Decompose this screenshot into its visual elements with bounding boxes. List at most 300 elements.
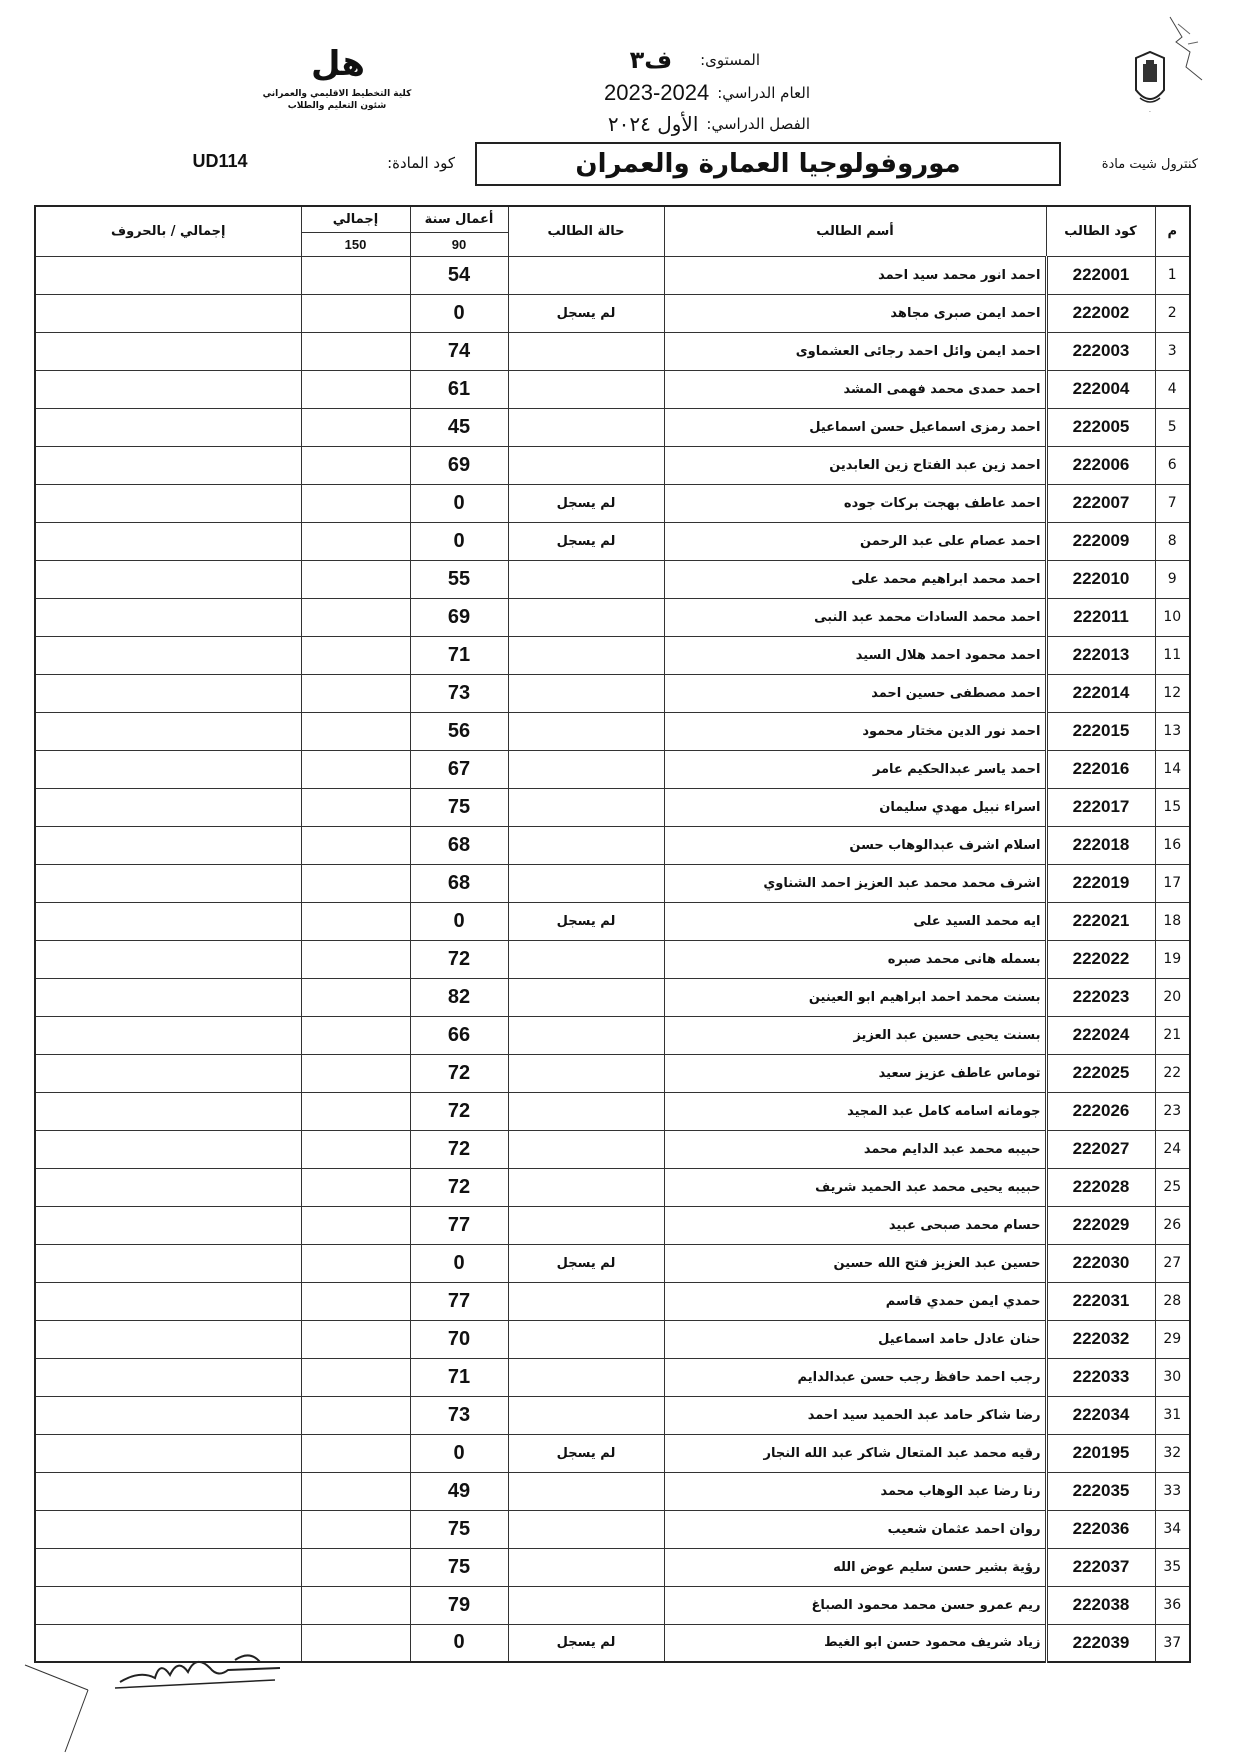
header-coursework: أعمال سنة bbox=[410, 206, 508, 232]
row-coursework-score: 0 bbox=[410, 1244, 508, 1282]
row-student-status bbox=[508, 598, 664, 636]
row-student-status bbox=[508, 1472, 664, 1510]
row-student-name: ريم عمرو حسن محمد محمود الصباغ bbox=[664, 1586, 1046, 1624]
table-row bbox=[35, 902, 1190, 940]
row-index: 18 bbox=[1155, 902, 1190, 940]
row-student-code: 222004 bbox=[1046, 370, 1155, 408]
row-student-status bbox=[508, 1282, 664, 1320]
row-total-words bbox=[35, 1016, 301, 1054]
row-index: 7 bbox=[1155, 484, 1190, 522]
row-student-status: لم يسجل bbox=[508, 484, 664, 522]
table-row bbox=[35, 674, 1190, 712]
row-student-status bbox=[508, 256, 664, 294]
row-index: 24 bbox=[1155, 1130, 1190, 1168]
row-total bbox=[301, 332, 410, 370]
row-student-status: لم يسجل bbox=[508, 902, 664, 940]
row-student-code: 222024 bbox=[1046, 1016, 1155, 1054]
row-coursework-score: 0 bbox=[410, 522, 508, 560]
row-student-name: احمد رمزى اسماعيل حسن اسماعيل bbox=[664, 408, 1046, 446]
total-max: 150 bbox=[301, 232, 410, 256]
table-row bbox=[35, 1130, 1190, 1168]
row-total-words bbox=[35, 1586, 301, 1624]
row-student-name: اسلام اشرف عبدالوهاب حسن bbox=[664, 826, 1046, 864]
row-student-status bbox=[508, 1320, 664, 1358]
row-total bbox=[301, 1092, 410, 1130]
table-row bbox=[35, 1168, 1190, 1206]
row-total bbox=[301, 1396, 410, 1434]
row-student-name: حسام محمد صبحى عبيد bbox=[664, 1206, 1046, 1244]
row-student-name: جومانه اسامه كامل عبد المجيد bbox=[664, 1092, 1046, 1130]
semester-line bbox=[540, 109, 810, 139]
row-coursework-score: 61 bbox=[410, 370, 508, 408]
row-student-code: 222036 bbox=[1046, 1510, 1155, 1548]
row-student-code: 220195 bbox=[1046, 1434, 1155, 1472]
row-index: 13 bbox=[1155, 712, 1190, 750]
row-index: 2 bbox=[1155, 294, 1190, 332]
row-student-status bbox=[508, 864, 664, 902]
row-total bbox=[301, 712, 410, 750]
row-coursework-score: 68 bbox=[410, 826, 508, 864]
row-total bbox=[301, 1282, 410, 1320]
row-total bbox=[301, 522, 410, 560]
row-total bbox=[301, 1548, 410, 1586]
row-total bbox=[301, 1510, 410, 1548]
row-total bbox=[301, 826, 410, 864]
table-row bbox=[35, 636, 1190, 674]
row-index: 29 bbox=[1155, 1320, 1190, 1358]
row-student-code: 222023 bbox=[1046, 978, 1155, 1016]
row-student-code: 222019 bbox=[1046, 864, 1155, 902]
table-row bbox=[35, 712, 1190, 750]
row-student-name: زياد شريف محمود حسن ابو الغيط bbox=[664, 1624, 1046, 1662]
row-total bbox=[301, 1206, 410, 1244]
row-total-words bbox=[35, 256, 301, 294]
row-student-code: 222026 bbox=[1046, 1092, 1155, 1130]
year-label: العام الدراسي: bbox=[717, 84, 810, 102]
row-index: 15 bbox=[1155, 788, 1190, 826]
row-index: 14 bbox=[1155, 750, 1190, 788]
row-student-name: احمد انور محمد سيد احمد bbox=[664, 256, 1046, 294]
course-title: موروفولوجيا العمارة والعمران bbox=[575, 149, 961, 179]
row-coursework-score: 77 bbox=[410, 1282, 508, 1320]
row-student-code: 222006 bbox=[1046, 446, 1155, 484]
row-coursework-score: 72 bbox=[410, 1092, 508, 1130]
row-total-words bbox=[35, 750, 301, 788]
table-row bbox=[35, 1586, 1190, 1624]
row-index: 34 bbox=[1155, 1510, 1190, 1548]
row-student-code: 222015 bbox=[1046, 712, 1155, 750]
row-coursework-score: 72 bbox=[410, 1168, 508, 1206]
row-student-name: حمدي ايمن حمدي قاسم bbox=[664, 1282, 1046, 1320]
row-coursework-score: 0 bbox=[410, 294, 508, 332]
row-total-words bbox=[35, 1396, 301, 1434]
row-student-name: بسنت يحيى حسين عبد العزيز bbox=[664, 1016, 1046, 1054]
row-coursework-score: 71 bbox=[410, 1358, 508, 1396]
row-student-name: رنا رضا عبد الوهاب محمد bbox=[664, 1472, 1046, 1510]
row-index: 27 bbox=[1155, 1244, 1190, 1282]
row-total-words bbox=[35, 902, 301, 940]
semester-label: الفصل الدراسي: bbox=[706, 115, 810, 133]
row-student-name: اسراء نبيل مهدي سليمان bbox=[664, 788, 1046, 826]
course-title-box bbox=[475, 142, 1061, 186]
row-total bbox=[301, 484, 410, 522]
corner-fold-mark bbox=[20, 1660, 90, 1756]
row-student-code: 222011 bbox=[1046, 598, 1155, 636]
row-total bbox=[301, 370, 410, 408]
row-index: 25 bbox=[1155, 1168, 1190, 1206]
row-total bbox=[301, 636, 410, 674]
row-student-code: 222014 bbox=[1046, 674, 1155, 712]
row-coursework-score: 79 bbox=[410, 1586, 508, 1624]
row-index: 22 bbox=[1155, 1054, 1190, 1092]
row-student-status bbox=[508, 636, 664, 674]
row-total-words bbox=[35, 370, 301, 408]
course-code-label: كود المادة: bbox=[387, 154, 455, 172]
row-student-name: ايه محمد السيد على bbox=[664, 902, 1046, 940]
table-row bbox=[35, 294, 1190, 332]
row-total bbox=[301, 1320, 410, 1358]
row-coursework-score: 71 bbox=[410, 636, 508, 674]
corner-scribble-icon bbox=[1160, 12, 1210, 82]
row-student-code: 222039 bbox=[1046, 1624, 1155, 1662]
row-index: 1 bbox=[1155, 256, 1190, 294]
svg-text:.: . bbox=[1149, 107, 1151, 114]
row-student-code: 222035 bbox=[1046, 1472, 1155, 1510]
row-index: 10 bbox=[1155, 598, 1190, 636]
table-row bbox=[35, 864, 1190, 902]
row-index: 33 bbox=[1155, 1472, 1190, 1510]
row-student-name: رؤية بشير حسن سليم عوض الله bbox=[664, 1548, 1046, 1586]
row-total-words bbox=[35, 1548, 301, 1586]
row-index: 4 bbox=[1155, 370, 1190, 408]
row-student-name: حسين عبد العزيز فتح الله حسين bbox=[664, 1244, 1046, 1282]
row-coursework-score: 54 bbox=[410, 256, 508, 294]
row-total bbox=[301, 940, 410, 978]
row-total-words bbox=[35, 560, 301, 598]
row-student-status bbox=[508, 1168, 664, 1206]
row-index: 26 bbox=[1155, 1206, 1190, 1244]
row-total bbox=[301, 1130, 410, 1168]
row-student-name: بسنت محمد احمد ابراهيم ابو العينين bbox=[664, 978, 1046, 1016]
row-coursework-score: 75 bbox=[410, 1548, 508, 1586]
row-index: 6 bbox=[1155, 446, 1190, 484]
row-student-code: 222037 bbox=[1046, 1548, 1155, 1586]
row-coursework-score: 68 bbox=[410, 864, 508, 902]
row-student-code: 222030 bbox=[1046, 1244, 1155, 1282]
row-total bbox=[301, 1586, 410, 1624]
coursework-max: 90 bbox=[410, 232, 508, 256]
row-student-code: 222007 bbox=[1046, 484, 1155, 522]
row-student-name: حبيبه يحيى محمد عبد الحميد شريف bbox=[664, 1168, 1046, 1206]
row-total-words bbox=[35, 674, 301, 712]
row-total bbox=[301, 1054, 410, 1092]
table-row bbox=[35, 1320, 1190, 1358]
row-student-name: احمد ايمن وائل احمد رجائى العشماوى bbox=[664, 332, 1046, 370]
row-total bbox=[301, 256, 410, 294]
row-total-words bbox=[35, 864, 301, 902]
row-total-words bbox=[35, 788, 301, 826]
table-row bbox=[35, 370, 1190, 408]
grades-table bbox=[34, 205, 1191, 1663]
row-student-code: 222027 bbox=[1046, 1130, 1155, 1168]
row-student-status bbox=[508, 940, 664, 978]
table-row bbox=[35, 484, 1190, 522]
table-row bbox=[35, 978, 1190, 1016]
row-coursework-score: 72 bbox=[410, 1130, 508, 1168]
table-row bbox=[35, 1016, 1190, 1054]
row-student-code: 222017 bbox=[1046, 788, 1155, 826]
row-student-name: احمد عصام على عبد الرحمن bbox=[664, 522, 1046, 560]
row-student-name: توماس عاطف عزيز سعيد bbox=[664, 1054, 1046, 1092]
row-student-status bbox=[508, 788, 664, 826]
row-student-name: احمد زين عبد الفتاح زين العابدين bbox=[664, 446, 1046, 484]
row-student-name: احمد ياسر عبدالحكيم عامر bbox=[664, 750, 1046, 788]
row-coursework-score: 66 bbox=[410, 1016, 508, 1054]
row-total-words bbox=[35, 1472, 301, 1510]
row-student-status bbox=[508, 1054, 664, 1092]
row-coursework-score: 69 bbox=[410, 598, 508, 636]
row-total-words bbox=[35, 636, 301, 674]
row-coursework-score: 70 bbox=[410, 1320, 508, 1358]
row-total bbox=[301, 902, 410, 940]
row-student-name: اشرف محمد محمد عبد العزيز احمد الشناوي bbox=[664, 864, 1046, 902]
row-total-words bbox=[35, 408, 301, 446]
row-total-words bbox=[35, 1320, 301, 1358]
row-student-name: رقيه محمد عبد المتعال شاكر عبد الله النجار bbox=[664, 1434, 1046, 1472]
row-student-code: 222033 bbox=[1046, 1358, 1155, 1396]
row-total bbox=[301, 294, 410, 332]
row-student-status bbox=[508, 370, 664, 408]
row-student-status bbox=[508, 826, 664, 864]
row-student-code: 222002 bbox=[1046, 294, 1155, 332]
row-student-status bbox=[508, 446, 664, 484]
row-student-name: احمد ايمن صبرى مجاهد bbox=[664, 294, 1046, 332]
row-student-code: 222003 bbox=[1046, 332, 1155, 370]
row-total bbox=[301, 446, 410, 484]
row-coursework-score: 69 bbox=[410, 446, 508, 484]
row-index: 28 bbox=[1155, 1282, 1190, 1320]
header-index: م bbox=[1155, 206, 1190, 256]
row-student-name: احمد نور الدين مختار محمود bbox=[664, 712, 1046, 750]
college-logo bbox=[288, 44, 388, 84]
row-index: 30 bbox=[1155, 1358, 1190, 1396]
table-row bbox=[35, 940, 1190, 978]
row-student-status bbox=[508, 332, 664, 370]
course-code: UD114 bbox=[192, 151, 248, 171]
row-total-words bbox=[35, 1130, 301, 1168]
table-row bbox=[35, 788, 1190, 826]
row-student-code: 222018 bbox=[1046, 826, 1155, 864]
row-student-status bbox=[508, 560, 664, 598]
year-line bbox=[540, 78, 810, 108]
row-student-status: لم يسجل bbox=[508, 522, 664, 560]
row-coursework-score: 67 bbox=[410, 750, 508, 788]
row-student-name: حنان عادل حامد اسماعيل bbox=[664, 1320, 1046, 1358]
row-index: 8 bbox=[1155, 522, 1190, 560]
row-total-words bbox=[35, 712, 301, 750]
header-student-code: كود الطالب bbox=[1046, 206, 1155, 256]
row-student-status: لم يسجل bbox=[508, 1434, 664, 1472]
row-coursework-score: 49 bbox=[410, 1472, 508, 1510]
row-index: 11 bbox=[1155, 636, 1190, 674]
row-index: 5 bbox=[1155, 408, 1190, 446]
row-student-status bbox=[508, 408, 664, 446]
row-student-status: لم يسجل bbox=[508, 1624, 664, 1662]
row-student-status: لم يسجل bbox=[508, 294, 664, 332]
row-coursework-score: 0 bbox=[410, 484, 508, 522]
row-total bbox=[301, 788, 410, 826]
header-total: إجمالي bbox=[301, 206, 410, 232]
row-student-name: احمد عاطف بهجت بركات جوده bbox=[664, 484, 1046, 522]
row-coursework-score: 0 bbox=[410, 902, 508, 940]
row-student-status bbox=[508, 1206, 664, 1244]
row-total bbox=[301, 1624, 410, 1662]
row-student-code: 222028 bbox=[1046, 1168, 1155, 1206]
row-student-name: احمد محمد ابراهيم محمد على bbox=[664, 560, 1046, 598]
row-total-words bbox=[35, 1206, 301, 1244]
year-value: 2023-2024 bbox=[604, 80, 710, 105]
row-index: 31 bbox=[1155, 1396, 1190, 1434]
row-index: 20 bbox=[1155, 978, 1190, 1016]
row-total bbox=[301, 560, 410, 598]
row-student-name: رجب احمد حافظ رجب حسن عبدالدايم bbox=[664, 1358, 1046, 1396]
row-total-words bbox=[35, 522, 301, 560]
row-student-name: احمد حمدى محمد فهمى المشد bbox=[664, 370, 1046, 408]
row-student-name: احمد محمد السادات محمد عبد النبى bbox=[664, 598, 1046, 636]
row-total-words bbox=[35, 598, 301, 636]
row-student-status bbox=[508, 1548, 664, 1586]
row-index: 3 bbox=[1155, 332, 1190, 370]
row-index: 19 bbox=[1155, 940, 1190, 978]
row-coursework-score: 77 bbox=[410, 1206, 508, 1244]
row-total bbox=[301, 1016, 410, 1054]
row-coursework-score: 72 bbox=[410, 1054, 508, 1092]
table-row bbox=[35, 1396, 1190, 1434]
row-total bbox=[301, 598, 410, 636]
row-coursework-score: 74 bbox=[410, 332, 508, 370]
table-row bbox=[35, 446, 1190, 484]
row-student-code: 222016 bbox=[1046, 750, 1155, 788]
row-total-words bbox=[35, 1510, 301, 1548]
row-student-status bbox=[508, 978, 664, 1016]
table-row bbox=[35, 1472, 1190, 1510]
level-value: ف٣ bbox=[629, 46, 673, 74]
row-index: 12 bbox=[1155, 674, 1190, 712]
row-student-code: 222010 bbox=[1046, 560, 1155, 598]
table-row bbox=[35, 560, 1190, 598]
table-row bbox=[35, 256, 1190, 294]
row-index: 23 bbox=[1155, 1092, 1190, 1130]
row-total bbox=[301, 408, 410, 446]
college-dept: شئون التعليم والطلاب bbox=[287, 101, 387, 111]
table-row bbox=[35, 1510, 1190, 1548]
row-coursework-score: 56 bbox=[410, 712, 508, 750]
row-student-code: 222001 bbox=[1046, 256, 1155, 294]
table-row bbox=[35, 1206, 1190, 1244]
row-total bbox=[301, 1434, 410, 1472]
row-index: 35 bbox=[1155, 1548, 1190, 1586]
row-index: 16 bbox=[1155, 826, 1190, 864]
row-coursework-score: 45 bbox=[410, 408, 508, 446]
row-student-code: 222021 bbox=[1046, 902, 1155, 940]
row-coursework-score: 75 bbox=[410, 788, 508, 826]
row-student-status bbox=[508, 1358, 664, 1396]
row-total bbox=[301, 864, 410, 902]
row-coursework-score: 73 bbox=[410, 1396, 508, 1434]
header-total-words: إجمالي / بالحروف bbox=[35, 206, 301, 256]
row-student-code: 222032 bbox=[1046, 1320, 1155, 1358]
row-student-code: 222013 bbox=[1046, 636, 1155, 674]
row-total-words bbox=[35, 978, 301, 1016]
table-row bbox=[35, 1244, 1190, 1282]
row-student-status bbox=[508, 1510, 664, 1548]
row-student-status bbox=[508, 1396, 664, 1434]
row-total bbox=[301, 674, 410, 712]
table-row bbox=[35, 1434, 1190, 1472]
table-row bbox=[35, 1282, 1190, 1320]
row-total-words bbox=[35, 1358, 301, 1396]
row-student-code: 222034 bbox=[1046, 1396, 1155, 1434]
row-coursework-score: 82 bbox=[410, 978, 508, 1016]
table-row bbox=[35, 522, 1190, 560]
row-coursework-score: 0 bbox=[410, 1624, 508, 1662]
row-total bbox=[301, 1244, 410, 1282]
row-student-name: حبيبه محمد عبد الدايم محمد bbox=[664, 1130, 1046, 1168]
row-student-code: 222031 bbox=[1046, 1282, 1155, 1320]
row-total bbox=[301, 1358, 410, 1396]
level-label: المستوى: bbox=[700, 51, 760, 69]
row-student-status bbox=[508, 1130, 664, 1168]
row-coursework-score: 75 bbox=[410, 1510, 508, 1548]
row-total-words bbox=[35, 826, 301, 864]
row-student-code: 222022 bbox=[1046, 940, 1155, 978]
row-student-status: لم يسجل bbox=[508, 1244, 664, 1282]
row-total bbox=[301, 750, 410, 788]
row-total bbox=[301, 1168, 410, 1206]
logo-mark: هل bbox=[311, 44, 365, 84]
row-total-words bbox=[35, 1282, 301, 1320]
level-line bbox=[540, 45, 760, 75]
header-student-status: حالة الطالب bbox=[508, 206, 664, 256]
row-total-words bbox=[35, 332, 301, 370]
row-index: 9 bbox=[1155, 560, 1190, 598]
row-total-words bbox=[35, 294, 301, 332]
table-row bbox=[35, 332, 1190, 370]
table-row bbox=[35, 1548, 1190, 1586]
row-student-code: 222038 bbox=[1046, 1586, 1155, 1624]
row-total-words bbox=[35, 940, 301, 978]
row-index: 32 bbox=[1155, 1434, 1190, 1472]
row-total-words bbox=[35, 446, 301, 484]
row-student-code: 222029 bbox=[1046, 1206, 1155, 1244]
row-total-words bbox=[35, 1434, 301, 1472]
row-student-status bbox=[508, 1016, 664, 1054]
row-student-status bbox=[508, 712, 664, 750]
row-total-words bbox=[35, 1054, 301, 1092]
row-student-code: 222025 bbox=[1046, 1054, 1155, 1092]
row-index: 36 bbox=[1155, 1586, 1190, 1624]
row-student-name: احمد محمود احمد هلال السيد bbox=[664, 636, 1046, 674]
table-row bbox=[35, 598, 1190, 636]
table-row bbox=[35, 408, 1190, 446]
row-total-words bbox=[35, 1092, 301, 1130]
table-row bbox=[35, 1054, 1190, 1092]
row-total-words bbox=[35, 1168, 301, 1206]
table-row bbox=[35, 1358, 1190, 1396]
row-student-name: بسمله هانى محمد صبره bbox=[664, 940, 1046, 978]
control-sheet-label: كنترول شيت مادة bbox=[1101, 157, 1198, 172]
row-coursework-score: 55 bbox=[410, 560, 508, 598]
